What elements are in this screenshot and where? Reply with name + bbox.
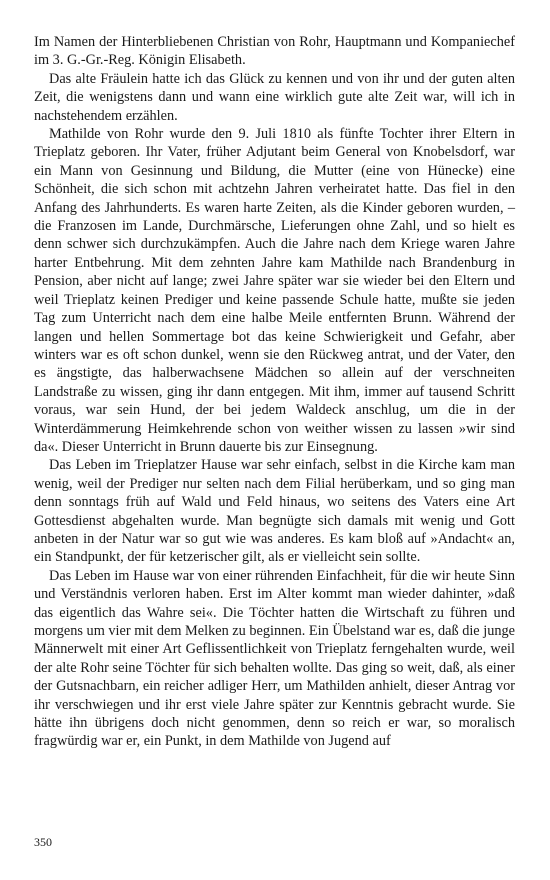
paragraph-intro: Das alte Fräulein hatte ich das Glück zu kennen und von ihr und der guten alten Zeit, die wenigstens dann und wann eine wirklich gute alte Zeit war, will ich in nachstehendem erzählen. — [34, 70, 515, 124]
page-number: 350 — [34, 835, 52, 849]
paragraph-childhood: Mathilde von Rohr wurde den 9. Juli 1810 als fünfte Tochter ihrer Eltern in Trieplatz geboren. Ihr Vater, früher Adjutant beim General von Knobelsdorf, war ein Mann von Gesinnung und Bildung, die Mutter (eine von Hünecke) eine Schönheit, die sich schon mit achtzehn Jahren verheiratet hatte. Das fiel in den Anfang des Jahrhunderts. Es waren harte Zeiten, als die Kinder geboren wurden, – die Franzosen im Lande, Durchmärsche, Lieferungen ohne Zahl, und so hielt es denn schwer sich durchzukämpfen. Auch die Jahre nach dem Kriege waren Jahre harter Entbehrung. Mit dem zehnten Jahre kam Mathilde nach Brandenburg in Pension, aber nicht auf lange; zwei Jahre später war sie wieder bei den Eltern und weil Trieplatz keinen Prediger und keine passende Schule hatte, mußte sie jeden Tag zum Unterricht nach dem eine halbe Meile entfernten Brunn. Während der langen und hellen Sommertage bot das keine Schwierigkeit und Gefahr, aber winters war es oft schon dunkel, wenn sie den Rückweg antrat, und der Vater, den es ängstigte, das halberwachsene Mädchen so allein auf der verschneiten Landstraße zu wissen, ging ihr dann entgegen. Mit ihm, immer auf tausend Schritt voraus, war sein Hund, der bei jedem Waldeck anschlug, um die in der Winterdämmerung Heimkehrende schon von weither wissen zu lassen »wir sind da«. Dieser Unterricht in Brunn dauerte bis zur Einsegnung. — [34, 126, 515, 455]
paragraph-household-worship: Das Leben im Trieplatzer Hause war sehr einfach, selbst in die Kirche kam man wenig, weil der Prediger nur selten nach dem Filial herüberkam, und so ging man denn sonntags früh auf Wald und Feld hinaus, wo seitens des Vaters eine Art Gottesdienst abgehalten wurde. Man begnügte sich damals mit wenig und Gott anbeten in der Natur war so gut wie was anderes. Es kam bloß auf »Andacht« an, ein Standpunkt, der für ketzerischer gilt, als er vielleicht sein sollte. — [34, 457, 515, 566]
body-text — [34, 33, 515, 751]
paragraph-signature: Im Namen der Hinterbliebenen Christian von Rohr, Hauptmann und Kompaniechef im 3. G.-Gr.-Reg. Königin Elisabeth. — [34, 34, 515, 69]
paragraph-household-life: Das Leben im Hause war von einer rührenden Einfachheit, für die wir heute Sinn und Verständnis verloren haben. Erst im Alter kommt man wieder dahinter, »daß das eigentlich das Wahre sei«. Die Töchter hatten die Wirtschaft zu führen und morgens um vier mit dem Melken zu beginnen. Ein Übelstand war es, daß die junge Männerwelt mit einer Art Geflissentlichkeit von Trieplatz ferngehalten wurde, weil der alte Rohr seine Töchter für sich behalten wollte. Das ging so weit, daß, als einer der Gutsnachbarn, ein reicher adliger Herr, um Mathilden anhielt, dieser Antrag vor ihr verschwiegen und ihr erst viele Jahre später zur Kenntnis gebracht wurde. Sie hätte ihn übrigens doch nicht genommen, denn so reich er war, so moralisch fragwürdig war er, ein Punkt, in dem Mathilde von Jugend auf — [34, 567, 515, 750]
